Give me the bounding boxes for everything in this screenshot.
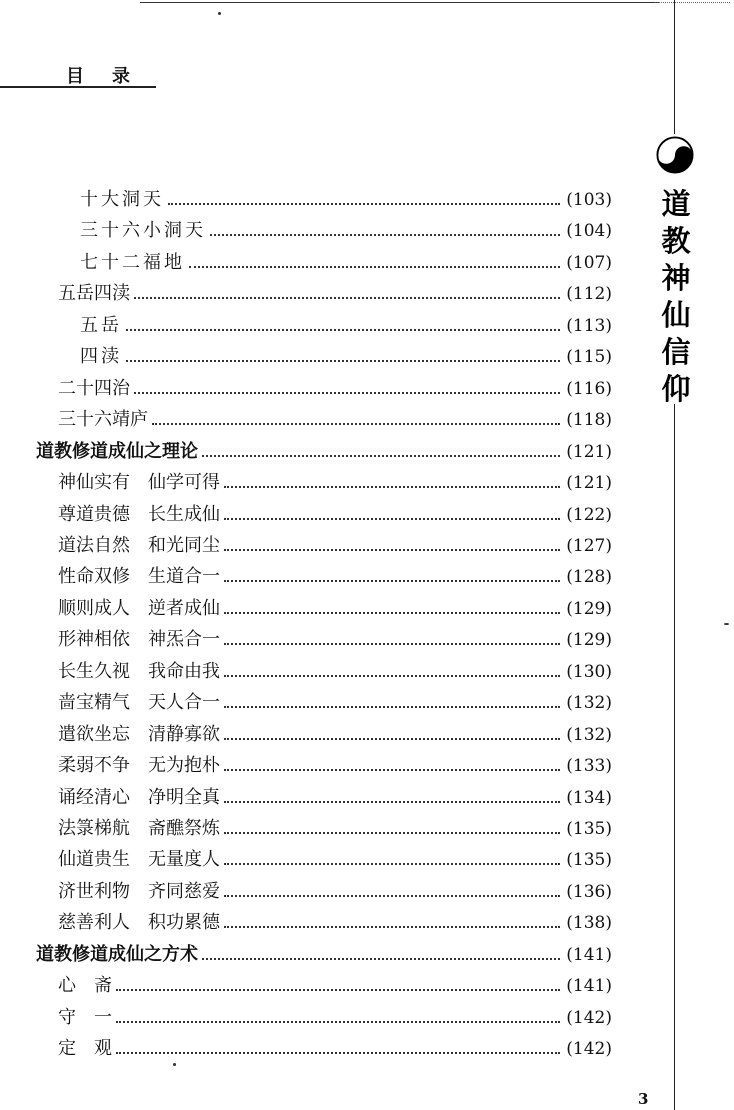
toc-entry [58, 595, 612, 623]
toc-entry-page: (118) [566, 410, 612, 431]
toc-entry-title: 二十四治 [58, 377, 130, 399]
toc-entry-page: (135) [566, 819, 612, 839]
toc-entry-page: (129) [566, 630, 612, 651]
toc-leader-dots [224, 612, 560, 614]
toc-entry-title: 尊道贵德 长生成仙 [58, 503, 220, 525]
toc-entry [58, 815, 612, 843]
top-rule-dotted [655, 2, 730, 3]
toc-leader-dots [134, 392, 560, 394]
toc-entry [80, 249, 612, 277]
toc-entry [36, 941, 612, 969]
toc-entry [58, 721, 612, 749]
toc-leader-dots [224, 738, 560, 740]
toc-entry [80, 312, 612, 340]
toc-entry-title: 心 斋 [58, 975, 112, 997]
toc-leader-dots [224, 580, 560, 582]
toc-entry-page: (134) [566, 787, 612, 808]
toc-entry-title: 三十六靖庐 [58, 409, 148, 431]
toc-entry [80, 343, 612, 371]
toc-entry-title: 啬宝精气 天人合一 [58, 692, 220, 714]
toc-entry-page: (128) [566, 567, 612, 588]
toc-entry-page: (122) [566, 504, 612, 525]
toc-entry-title: 道教修道成仙之方术 [36, 943, 198, 965]
toc-entry-title: 神仙实有 仙学可得 [58, 472, 220, 494]
toc-entry-page: (104) [566, 221, 612, 242]
toc-entry [58, 280, 612, 308]
toc-entry-page: (107) [566, 252, 612, 273]
toc-entry-title: 顺则成人 逆者成仙 [58, 597, 220, 619]
toc-entry-page: (142) [566, 1007, 612, 1028]
toc-leader-dots [116, 1021, 560, 1023]
toc-entry-page: (130) [566, 661, 612, 682]
toc-leader-dots [224, 518, 560, 520]
toc-leader-dots [224, 863, 560, 865]
toc-entry-page: (129) [566, 598, 612, 619]
toc-entry-title: 五岳 [80, 314, 122, 336]
toc-entry [58, 1035, 612, 1063]
toc-leader-dots [189, 266, 560, 268]
toc-leader-dots [224, 486, 560, 488]
toc-entry-title: 法箓梯航 斋醮祭炼 [58, 818, 220, 839]
toc-entry [36, 438, 612, 466]
toc-leader-dots [116, 1052, 560, 1054]
toc-entry-page: (132) [566, 724, 612, 745]
toc-entry [58, 878, 612, 906]
toc-entry-page: (133) [566, 756, 612, 777]
toc-leader-dots [224, 801, 560, 803]
toc-entry [58, 658, 612, 686]
top-rule [140, 2, 660, 3]
toc-leader-dots [224, 549, 560, 551]
toc-entry [58, 972, 612, 1000]
toc-entry-title: 诵经清心 净明全真 [58, 786, 220, 808]
toc-leader-dots [126, 329, 560, 331]
toc-leader-dots [210, 234, 560, 236]
toc-entry [58, 689, 612, 717]
toc-entry-page: (112) [566, 284, 612, 305]
toc-entry [58, 626, 612, 654]
toc-entry-title: 柔弱不争 无为抱朴 [58, 755, 220, 777]
toc-entry-page: (136) [566, 881, 612, 902]
toc-entry-title: 七十二福地 [80, 251, 185, 273]
toc-leader-dots [224, 675, 560, 677]
toc-entry [58, 532, 612, 560]
toc-entry-page: (127) [566, 535, 612, 556]
toc-entry [58, 375, 612, 403]
toc-entry-title: 道教修道成仙之理论 [36, 440, 198, 462]
toc-entry [58, 1004, 612, 1032]
toc-leader-dots [152, 423, 560, 425]
toc-leader-dots [224, 832, 560, 834]
toc-entry [58, 501, 612, 529]
sidebar-rule-bottom [674, 404, 675, 1110]
toc-entry [58, 846, 612, 874]
scan-speck [218, 12, 221, 15]
toc-entry-page: (132) [566, 693, 612, 714]
toc-entry-page: (121) [566, 441, 612, 462]
toc-leader-dots [224, 643, 560, 645]
toc-entry [80, 186, 612, 214]
toc-entry-title: 守 一 [58, 1006, 112, 1028]
toc-header-title: 目录 [66, 66, 158, 87]
toc-entry [58, 469, 612, 497]
toc-entry-title: 慈善利人 积功累德 [58, 912, 220, 934]
toc-entry-title: 定 观 [58, 1038, 112, 1060]
toc-leader-dots [116, 989, 560, 991]
toc-leader-dots [224, 706, 560, 708]
toc-entry-title: 仙道贵生 无量度人 [58, 849, 220, 871]
toc-leader-dots [134, 297, 560, 299]
toc-leader-dots [168, 203, 560, 205]
toc-entry [58, 406, 612, 434]
toc-entry-page: (115) [566, 347, 612, 368]
toc-leader-dots [224, 926, 560, 928]
toc-entry-page: (103) [566, 190, 612, 210]
toc-entry [58, 909, 612, 937]
toc-leader-dots [202, 455, 560, 457]
toc-entry-title: 遣欲坐忘 清静寡欲 [58, 723, 220, 745]
toc-entry-title: 形神相依 神炁合一 [58, 629, 220, 651]
toc-entry-page: (141) [566, 976, 612, 997]
toc-entry-page: (138) [566, 913, 612, 934]
toc-entry-page: (121) [566, 473, 612, 494]
toc-entry-page: (135) [566, 850, 612, 871]
taiji-icon [656, 136, 694, 174]
book-title: 道教神仙信仰 [661, 187, 691, 406]
toc-leader-dots [224, 769, 560, 771]
toc-entry-title: 济世利物 齐同慈爱 [58, 880, 220, 902]
toc-entry-page: (142) [566, 1039, 612, 1060]
toc-leader-dots [202, 958, 560, 960]
toc-entry-title: 道法自然 和光同尘 [58, 534, 220, 556]
toc-header [0, 62, 156, 88]
toc-entry-page: (113) [566, 315, 612, 336]
toc-entry [58, 784, 612, 812]
toc-entry [80, 217, 612, 245]
sidebar-rule-top [674, 0, 675, 134]
toc-entry-title: 性命双修 生道合一 [58, 566, 220, 588]
toc-entry-page: (141) [566, 944, 612, 965]
toc-entry-title: 长生久视 我命由我 [58, 660, 220, 682]
toc-leader-dots [224, 895, 560, 897]
toc-entry-page: (116) [566, 378, 612, 399]
scan-speck [724, 623, 729, 625]
scan-speck [173, 1063, 176, 1066]
toc-entry [58, 752, 612, 780]
page-number: 3 [638, 1090, 649, 1108]
toc-leader-dots [126, 360, 560, 362]
toc-entry-title: 三十六小洞天 [80, 220, 206, 242]
toc-entry-title: 四渎 [80, 346, 122, 368]
toc-entry-title: 十大洞天 [80, 189, 164, 210]
toc-entry-title: 五岳四渎 [58, 283, 130, 305]
toc-entry [58, 563, 612, 591]
